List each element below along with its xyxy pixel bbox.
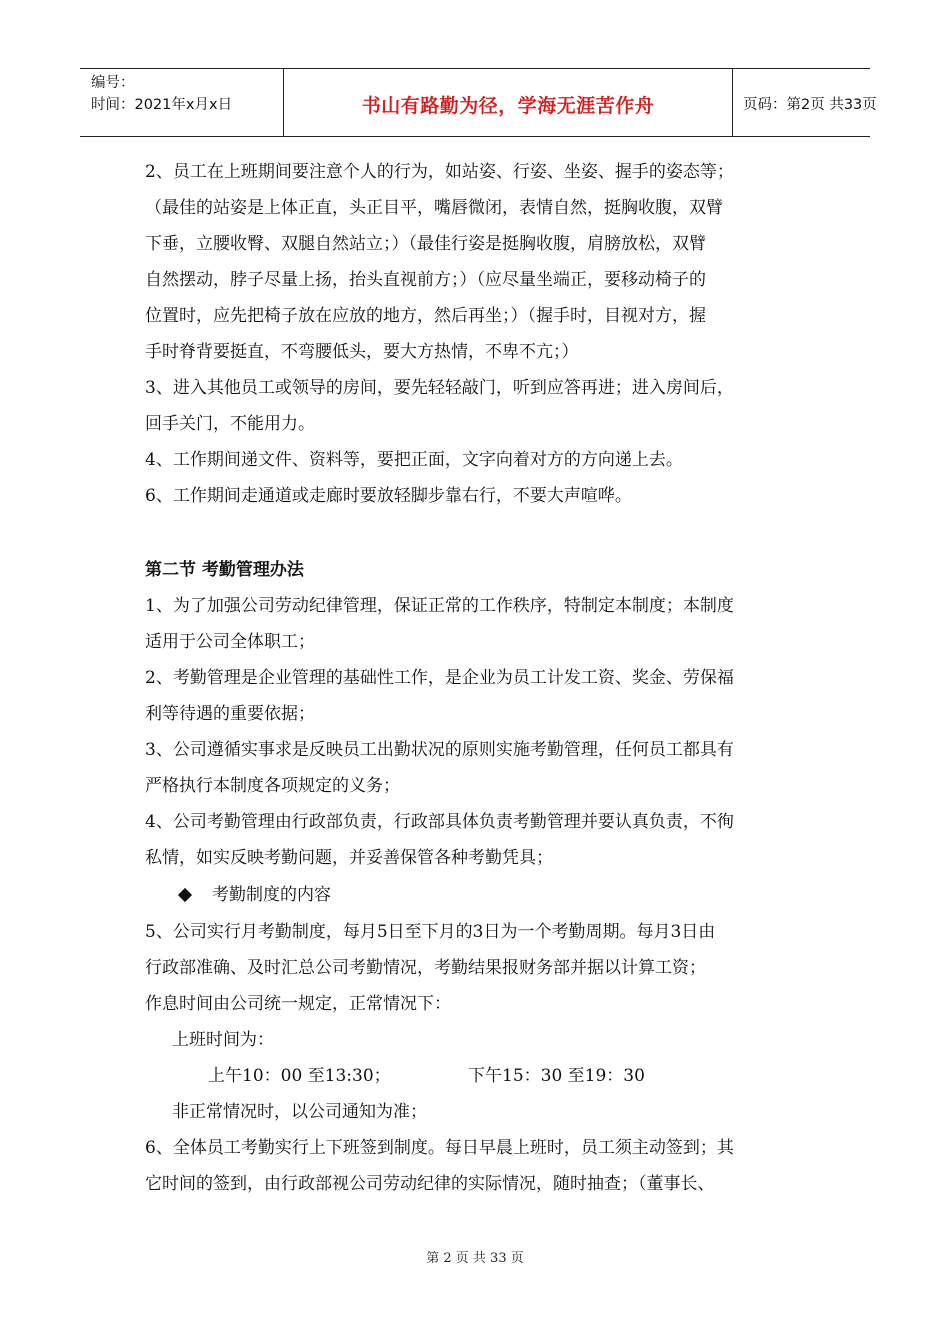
section-line: 4、公司考勤管理由行政部负责，行政部具体负责考勤管理并要认真负责，不徇 <box>145 812 734 832</box>
section-line: 1、为了加强公司劳动纪律管理，保证正常的工作秩序，特制定本制度；本制度 <box>145 596 734 616</box>
header-page-info: 页码：第2页 共33页 <box>743 97 877 113</box>
section-line: 严格执行本制度各项规定的义务； <box>145 776 400 796</box>
document-header <box>80 68 877 137</box>
diamond-bullet-icon <box>178 888 192 902</box>
section-line: 2、考勤管理是企业管理的基础性工作，是企业为员工计发工资、奖金、劳保福 <box>145 668 734 688</box>
afternoon-time: 下午15：30 至19：30 <box>468 1066 645 1086</box>
body-line: 4、工作期间递文件、资料等，要把正面，文字向着对方的方向递上去。 <box>145 450 683 470</box>
morning-time: 上午10：00 至13:30； <box>208 1066 391 1086</box>
body-line: 3、进入其他员工或领导的房间，要先轻轻敲门，听到应答再进；进入房间后， <box>145 378 734 398</box>
header-left-cell <box>91 72 281 116</box>
section-line: 适用于公司全体职工； <box>145 632 315 652</box>
section-line: 利等待遇的重要依据； <box>145 704 315 724</box>
work-time-label: 上班时间为： <box>172 1030 274 1050</box>
body-line: 位置时，应先把椅子放在应放的地方，然后再坐；）（握手时，目视对方，握 <box>145 306 706 326</box>
rule6-line: 它时间的签到，由行政部视公司劳动纪律的实际情况，随时抽查；（董事长、 <box>145 1174 715 1194</box>
body-line: 2、员工在上班期间要注意个人的行为，如站姿、行姿、坐姿、握手的姿态等； <box>145 162 734 182</box>
header-motto: 书山有路勤为径，学海无涯苦作舟 <box>361 95 655 117</box>
body-line: 6、工作期间走通道或走廊时要放轻脚步靠右行，不要大声喧哗。 <box>145 486 632 506</box>
rule6-line: 6、全体员工考勤实行上下班签到制度。每日早晨上班时，员工须主动签到；其 <box>145 1138 734 1158</box>
section-line: 3、公司遵循实事求是反映员工出勤状况的原则实施考勤管理，任何员工都具有 <box>145 740 734 760</box>
header-number-label: 编号： <box>91 75 135 91</box>
body-line: （最佳的站姿是上体正直，头正目平，嘴唇微闭，表情自然，挺胸收腹，双臂 <box>145 198 723 218</box>
body-line: 自然摆动，脖子尽量上扬，抬头直视前方；）（应尽量坐端正，要移动椅子的 <box>145 270 706 290</box>
rule-line: 作息时间由公司统一规定，正常情况下： <box>145 994 451 1014</box>
body-line: 下垂，立腰收臀、双腿自然站立；）（最佳行姿是挺胸收腹，肩膀放松，双臂 <box>145 234 706 254</box>
rule-line: 5、公司实行月考勤制度，每月5日至下月的3日为一个考勤周期。每月3日由 <box>145 922 716 942</box>
header-time-label: 时间：2021年x月x日 <box>91 97 233 113</box>
section-line: 私情，如实反映考勤问题，并妥善保管各种考勤凭具； <box>145 848 553 868</box>
body-line: 回手关门，不能用力。 <box>145 414 315 434</box>
body-line: 手时脊背要挺直，不弯腰低头，要大方热情，不卑不亢；） <box>145 342 579 362</box>
bullet-heading: 考勤制度的内容 <box>212 885 331 905</box>
abnormal-note: 非正常情况时，以公司通知为准； <box>172 1102 427 1122</box>
header-motto-cell <box>283 69 733 136</box>
rule-line: 行政部准确、及时汇总公司考勤情况，考勤结果报财务部并据以计算工资； <box>145 958 706 978</box>
section-title: 第二节 考勤管理办法 <box>145 560 304 580</box>
page-footer: 第 2 页 共 33 页 <box>426 1251 524 1266</box>
